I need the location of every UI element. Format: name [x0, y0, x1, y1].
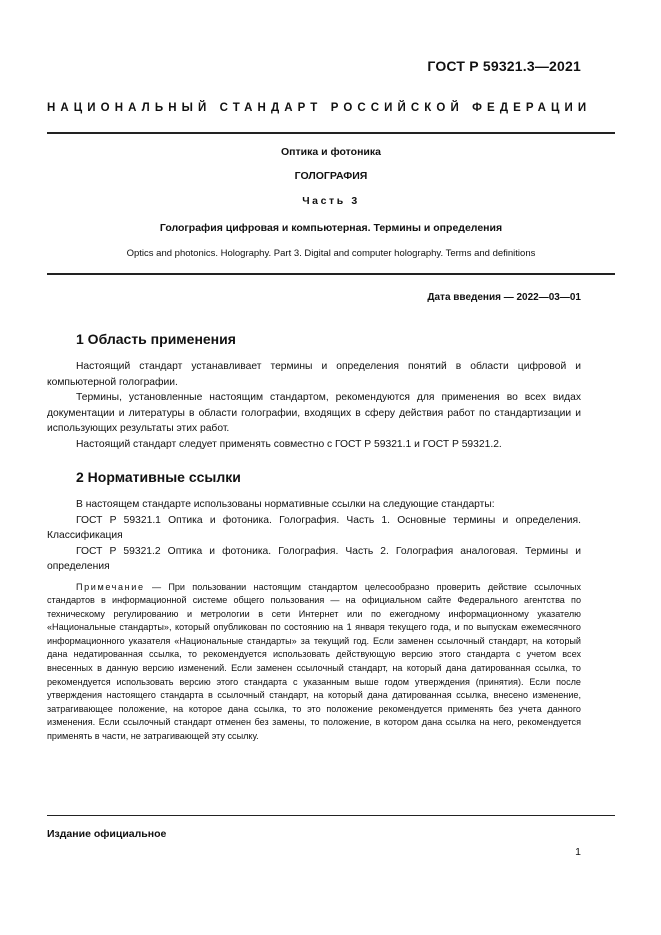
title-english: Optics and photonics. Holography. Part 3. Digital and computer holography. Terms and definitions	[126, 248, 536, 259]
page-number: 1	[575, 846, 581, 858]
edition-label: Издание официальное	[47, 828, 167, 840]
note-block	[47, 581, 581, 744]
introduction-date: Дата введения — 2022—03—01	[427, 292, 581, 303]
section-1-paragraph: Настоящий стандарт устанавливает термины и определения понятий в области цифровой и компьютерной голографии.	[47, 361, 581, 388]
title-section: Оптика и фотоника	[280, 146, 381, 158]
title-subtitle: Голография цифровая и компьютерная. Термины и определения	[159, 222, 503, 234]
section-1-paragraph: Термины, установленные настоящим стандартом, рекомендуются для применения во всех видах документации и литературы в области голографии, входящих в сферу действия работ по стандартизации и использующих результаты этих работ.	[47, 392, 581, 434]
section-2-heading: 2 Нормативные ссылки	[76, 469, 241, 485]
title-main: ГОЛОГРАФИЯ	[294, 170, 368, 182]
section-1-heading: 1 Область применения	[76, 331, 236, 347]
section-2-reference: ГОСТ Р 59321.1 Оптика и фотоника. Голография. Часть 1. Основные термины и определения. Классификация	[47, 514, 581, 541]
title-part: Часть 3	[302, 195, 360, 207]
section-2-paragraph: В настоящем стандарте использованы нормативные ссылки на следующие стандарты:	[76, 499, 495, 510]
section-2-reference: ГОСТ Р 59321.2 Оптика и фотоника. Голография. Часть 2. Голография аналоговая. Термины и определения	[47, 545, 581, 572]
footer-divider	[47, 815, 615, 816]
note-text: — При пользовании настоящим стандартом целесообразно проверить действие ссылочных стандартов в информационной системе общего пользования — на официальном сайте Федерального агентства по техническому регулированию и метрологии в сети Интернет или по ежегодному информационному указателю «Национальные стандарты», который опубликован по состоянию на 1 января текущего года, и по выпускам ежемесячного информационного указателя «Национальные стандарты» за текущий год. Если заменен ссылочный стандарт, на который дана недатированная ссылка, то рекомендуется использовать действующую версию этого стандарта с учетом всех внесенных в данную версию изменений. Если заменен ссылочный стандарт, на который дана датированная ссылка, то рекомендуется использовать версию этого стандарта с указанным выше годом утверждения (принятия). Если после утверждения настоящего стандарта в ссылочный стандарт, на который дана датированная ссылка, внесено изменение, затрагивающее положение, на которое дана ссылка, то это положение рекомендуется применять без учета данного изменения. Если ссылочный стандарт отменен без замены, то положение, в котором дана ссылка на него, рекомендуется применять в части, не затрагивающей эту ссылку.	[47, 581, 581, 742]
top-divider	[47, 132, 615, 134]
national-standard-banner: НАЦИОНАЛЬНЫЙ СТАНДАРТ РОССИЙСКОЙ ФЕДЕРАЦИИ	[47, 102, 592, 114]
document-number: ГОСТ Р 59321.3—2021	[427, 58, 581, 74]
section-1-paragraph: Настоящий стандарт следует применять совместно с ГОСТ Р 59321.1 и ГОСТ Р 59321.2.	[76, 438, 502, 450]
title-divider	[47, 273, 615, 275]
main-content	[47, 330, 581, 744]
note-label: Примечание	[76, 581, 145, 592]
